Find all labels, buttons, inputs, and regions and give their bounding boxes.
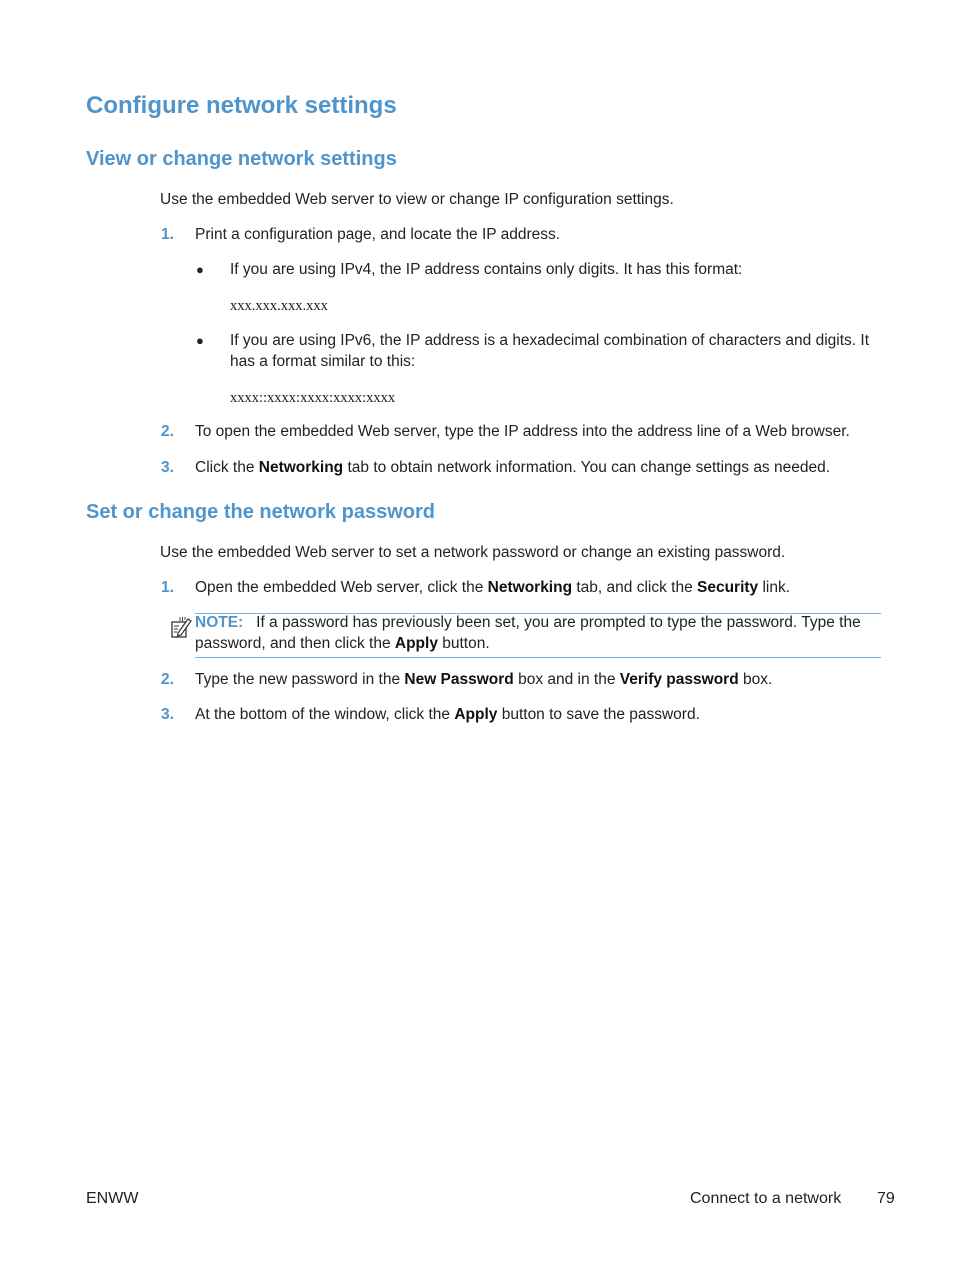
bullet-text-ipv4: If you are using IPv4, the IP address contains only digits. It has this format: [230, 261, 743, 278]
step-number: 1. [161, 226, 174, 243]
note-pencil-icon [170, 616, 192, 640]
step-text: Open the embedded Web server, click the Networking tab, and click the Security link. [195, 579, 791, 596]
networking-term: Networking [258, 459, 344, 476]
footer-section: Connect to a network [690, 1190, 842, 1207]
step-number: 2. [161, 423, 174, 440]
step-text: Click the Networking tab to obtain network information. You can change settings as needed. [195, 459, 831, 476]
bullet-icon: ● [196, 262, 204, 277]
page-number: 79 [877, 1190, 895, 1207]
ipv4-format: xxx.xxx.xxx.xxx [230, 298, 328, 314]
section1-intro: Use the embedded Web server to view or change IP configuration settings. [160, 191, 674, 208]
ipv6-format: xxxx::xxxx:xxxx:xxxx:xxxx [230, 390, 396, 406]
verify-password-term: Verify password [619, 671, 739, 688]
step-text: At the bottom of the window, click the Apply button to save the password. [195, 706, 700, 723]
step-number: 3. [161, 706, 174, 723]
section-heading-view-change: View or change network settings [86, 148, 397, 170]
step-text: Print a configuration page, and locate the IP address. [195, 226, 561, 243]
step-number: 1. [161, 579, 174, 596]
footer-left: ENWW [86, 1190, 139, 1207]
section-heading-password: Set or change the network password [86, 501, 435, 523]
note-label: NOTE: [195, 614, 244, 631]
note-text: NOTE: If a password has previously been set, you are prompted to type the password. Type the password, and then click the Apply button. [195, 614, 861, 652]
apply-term: Apply [454, 706, 498, 723]
step-number: 3. [161, 459, 174, 476]
security-term: Security [697, 579, 759, 596]
apply-term: Apply [394, 634, 438, 652]
bullet-text-ipv6: If you are using IPv6, the IP address is a hexadecimal combination of characters and digits. It has a format similar to this: [230, 332, 870, 370]
networking-term: Networking [487, 579, 573, 596]
section2-intro: Use the embedded Web server to set a network password or change an existing password. [160, 544, 786, 561]
bullet-icon: ● [196, 333, 204, 348]
step-text: Type the new password in the New Password box and in the Verify password box. [195, 671, 773, 688]
new-password-term: New Password [404, 671, 514, 688]
page-title: Configure network settings [86, 92, 397, 119]
step-number: 2. [161, 671, 174, 688]
step-text: To open the embedded Web server, type the IP address into the address line of a Web browser. [195, 423, 850, 440]
